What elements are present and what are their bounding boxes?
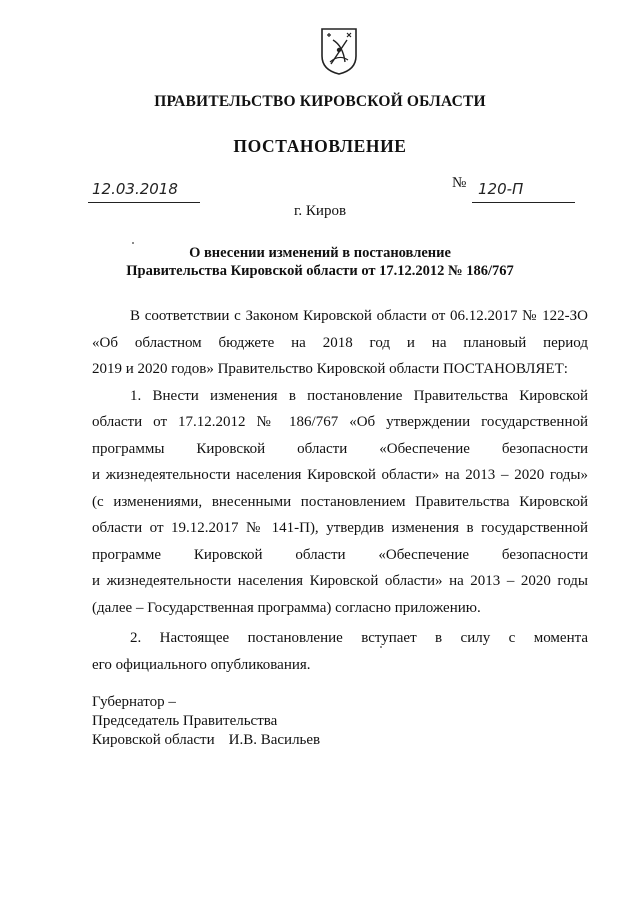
text-line: области от 19.12.2017 № 141-П), утвердив изменения в государственной	[92, 520, 588, 536]
preamble-paragraph	[92, 303, 588, 383]
document-body	[92, 303, 588, 678]
number-field	[472, 180, 575, 203]
signer-title: Губернатор –	[92, 694, 176, 710]
number-label: №	[452, 175, 467, 191]
text-line: программы Кировской области «Обеспечение безопасности	[92, 440, 588, 457]
text-line: и жизнедеятельности населения Кировской области» на 2013 – 2020 годы»	[92, 467, 588, 483]
coat-of-arms-icon	[319, 26, 359, 76]
handwritten-number: 120-П	[478, 180, 524, 198]
text-line: его официального опубликования.	[92, 656, 311, 673]
text-line: (с изменениями, внесенными постановлением Правительства Кировской	[92, 493, 588, 510]
government-title: ПРАВИТЕЛЬСТВО КИРОВСКОЙ ОБЛАСТИ	[154, 93, 486, 110]
text-line: «Об областном бюджете на 2018 год и на плановый период	[92, 334, 588, 351]
signer-title: Председатель Правительства	[92, 713, 278, 729]
text-line: В соответствии с Законом Кировской области от 06.12.2017 № 122-ЗО	[130, 308, 588, 324]
signer-name: И.В. Васильев	[228, 732, 321, 748]
subject-line: Правительства Кировской области от 17.12.2012 № 186/767	[126, 263, 514, 279]
subject-line: О внесении изменений в постановление	[189, 245, 451, 261]
handwritten-date: 12.03.2018	[92, 180, 178, 198]
date-field	[88, 180, 200, 203]
text-line: программе Кировской области «Обеспечение безопасности	[92, 546, 588, 563]
scan-speck	[380, 646, 382, 648]
item-2-paragraph	[92, 625, 588, 678]
city: г. Киров	[293, 203, 347, 219]
text-line: (далее – Государственная программа) согласно приложению.	[92, 599, 481, 616]
signature-block	[92, 693, 320, 750]
text-line: 1. Внести изменения в постановление Правительства Кировской	[130, 387, 588, 404]
text-line: 2. Настоящее постановление вступает в силу с момента	[130, 630, 588, 646]
signer-title-line	[92, 731, 320, 750]
scan-speck	[132, 242, 134, 244]
item-1-paragraph	[92, 383, 588, 622]
document-subject	[0, 244, 640, 280]
signer-title: Кировской области	[92, 732, 215, 748]
document-type: ПОСТАНОВЛЕНИЕ	[233, 136, 407, 156]
text-line: 2019 и 2020 годов» Правительство Кировской области ПОСТАНОВЛЯЕТ:	[92, 361, 568, 377]
text-line: и жизнедеятельности населения Кировской области» на 2013 – 2020 годы	[92, 573, 588, 589]
text-line: области от 17.12.2012 № 186/767 «Об утверждении государственной	[92, 414, 588, 430]
